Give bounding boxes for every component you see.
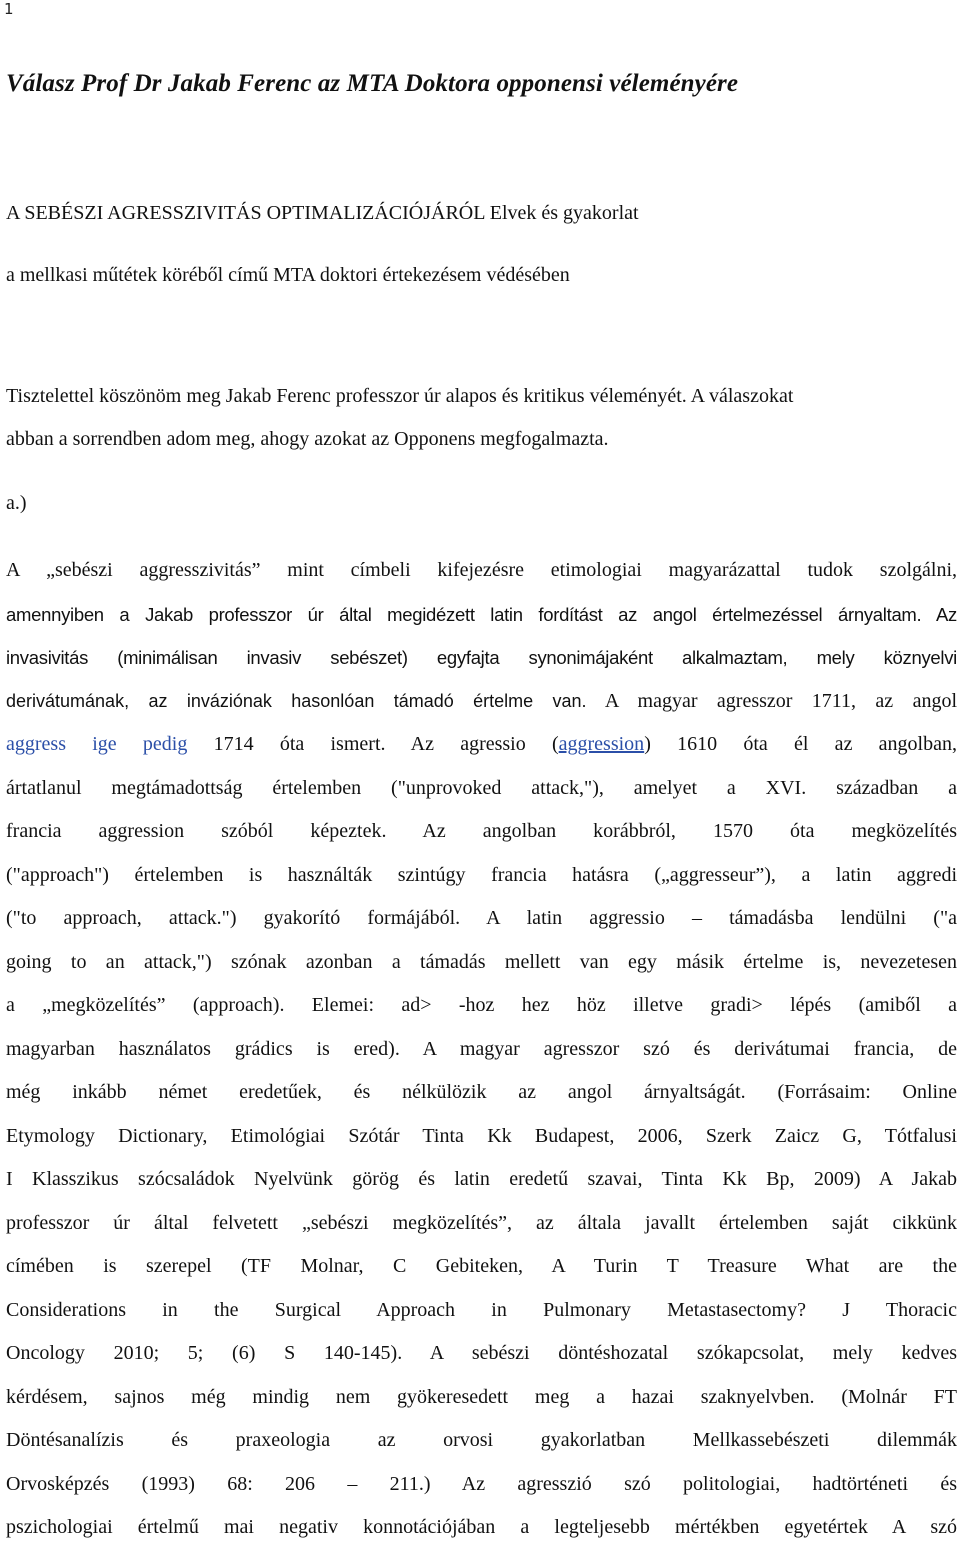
body-line	[6, 723, 957, 767]
body-line: pszichologiai értelmű mai negativ konnotációjában a legteljesebb mértékben egyetértek A szó	[6, 1516, 957, 1538]
body-line: Döntésanalízis és praxeologia az orvosi gyakorlatban Mellkassebészeti dilemmák	[6, 1429, 957, 1451]
body-text-fragment: (Molnár FT	[814, 1385, 957, 1408]
body-text-fragment: A magyar agresszor 1711, az angol	[586, 689, 957, 712]
body-paragraph	[6, 549, 957, 1550]
body-text-fragment: Az	[921, 603, 958, 625]
body-text-fragment: kérdésem, sajnos még mindig nem gyökeresedett meg a hazai szaknyelvben.	[6, 1385, 815, 1408]
body-text-fragment: A magyar agresszor szó és derivátumai francia, de	[399, 1037, 958, 1060]
body-text-fragment: (Forrásaim: Online	[745, 1081, 957, 1103]
body-line: I Klasszikus szócsaládok Nyelvünk görög és latin eredetű szavai, Tinta Kk Bp, 2009) A Jakab	[6, 1168, 957, 1190]
body-line: invasivitás (minimálisan invasiv sebészet) egyfajta synonimájaként alkalmaztam, mely köznyelvi	[6, 647, 957, 668]
body-line: címében is szerepel (TF Molnar, C Gebiteken, A Turin T Treasure What are the	[6, 1255, 957, 1277]
section-label: a.)	[6, 492, 27, 514]
body-text-fragment: francia aggression szóból képeztek.	[6, 820, 387, 842]
body-line: professzor úr által felvetett „sebészi megközelítés”, az általa javallt értelemben saját cikkünk	[6, 1211, 957, 1234]
subject-line-1: A SEBÉSZI AGRESSZIVITÁS OPTIMALIZÁCIÓJÁRÓL Elvek és gyakorlat	[6, 202, 639, 224]
aggression-link[interactable]: aggression	[558, 733, 645, 755]
body-line	[6, 1071, 957, 1115]
body-line	[6, 593, 957, 637]
body-line: Considerations in the Surgical Approach in Pulmonary Metastasectomy? J Thoracic	[6, 1298, 957, 1321]
page-number: 1	[4, 0, 14, 18]
intro-line-1: Tisztelettel köszönöm meg Jakab Ferenc professzor úr alapos és kritikus véleményét. A válaszokat	[6, 385, 794, 407]
body-line	[6, 680, 957, 724]
body-line	[6, 1376, 957, 1420]
intro-line-2: abban a sorrendben adom meg, ahogy azokat az Opponens megfogalmazta.	[6, 428, 609, 450]
body-line	[6, 1028, 957, 1072]
body-text-fragment: még inkább német eredetűek, és nélkülözik az angol árnyaltságát.	[6, 1081, 746, 1103]
body-text-fragment: Az angolban korábbról, 1570 óta megközelítés	[386, 820, 958, 842]
body-text-fragment: ) 1610 óta él az angolban,	[644, 733, 957, 755]
body-line: going to an attack,") szónak azonban a támadás mellett van egy másik értelme is, nevezetesen	[6, 950, 957, 973]
body-text-fragment: amennyiben a Jakab professzor úr által megidézett latin fordítást az angol értelmezéssel árnyaltam.	[6, 603, 922, 625]
body-line	[6, 810, 957, 854]
document-title: Válasz Prof Dr Jakab Ferenc az MTA Doktora opponensi véleményére	[6, 70, 739, 97]
body-line: A „sebészi aggresszivitás” mint címbeli kifejezésre etimologiai magyarázattal tudok szolgálni,	[6, 559, 957, 581]
body-line: Oncology 2010; 5; (6) S 140-145). A sebészi döntéshozatal szókapcsolat, mely kedves	[6, 1342, 957, 1364]
body-line: Orvosképzés (1993) 68: 206 – 211.) Az agresszió szó politologiai, hadtörténeti és	[6, 1472, 957, 1495]
aggress-link[interactable]: aggress ige pedig	[6, 733, 188, 755]
subject-line-2: a mellkasi műtétek köréből című MTA doktori értekezésem védésében	[6, 264, 570, 286]
body-text-fragment: derivátumának, az inváziónak hasonlóan támadó értelme van.	[6, 690, 587, 711]
body-text-fragment: 1714 óta ismert. Az agressio (	[187, 733, 559, 755]
body-line: ("approach") értelemben is használták szintúgy francia hatásra („aggresseur”), a latin aggredi	[6, 863, 957, 886]
body-text-fragment: magyarban használatos grádics is ered).	[6, 1037, 400, 1060]
body-line: Etymology Dictionary, Etimológiai Szótár Tinta Kk Budapest, 2006, Szerk Zaicz G, Tótfalusi	[6, 1124, 957, 1147]
body-line: ("to approach, attack.") gyakorító formájából. A latin aggressio – támadásba lendülni ("a	[6, 907, 957, 929]
body-line: ártatlanul megtámadottság értelemben ("unprovoked attack,"), amelyet a XVI. században a	[6, 776, 957, 799]
body-line: a „megközelítés” (approach). Elemei: ad> -hoz hez höz illetve gradi> lépés (amiből a	[6, 994, 957, 1016]
